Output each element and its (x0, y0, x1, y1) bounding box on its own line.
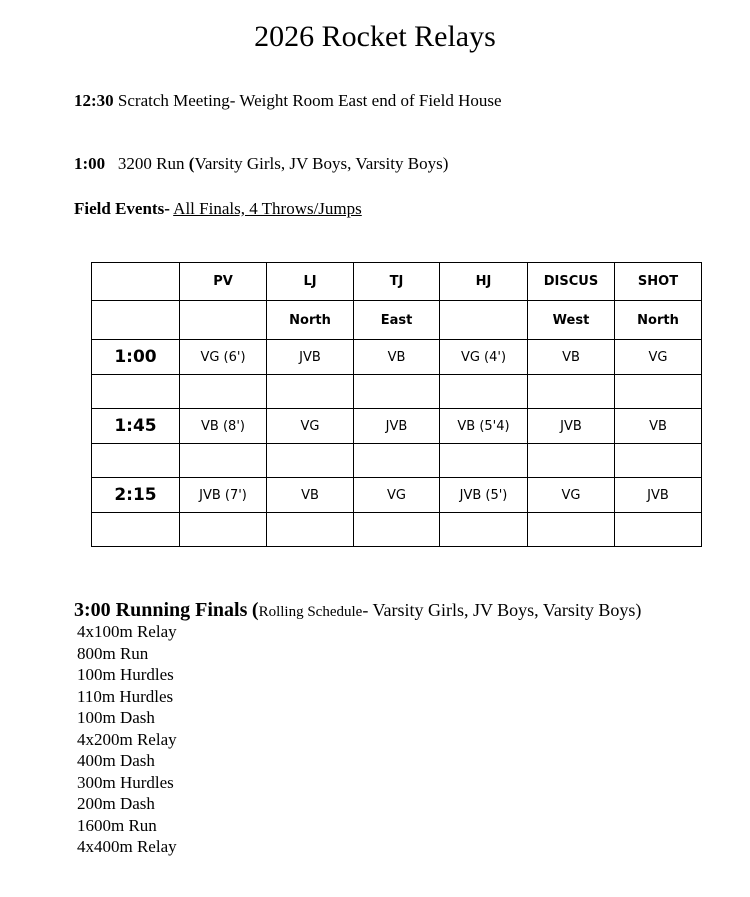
table-cell: VG (4') (440, 340, 528, 375)
table-cell: VB (5'4) (440, 409, 528, 444)
running-finals-list (77, 621, 177, 858)
table-row (92, 478, 702, 513)
field-events-table (91, 262, 702, 547)
table-empty-cell (440, 444, 528, 478)
table-empty-cell (354, 375, 440, 409)
table-location-cell: West (528, 301, 615, 340)
table-empty-cell (92, 513, 180, 547)
field-events-label: Field Events- (74, 199, 170, 218)
table-header-cell: DISCUS (528, 263, 615, 301)
list-item: 4x400m Relay (77, 837, 177, 856)
table-time-cell: 1:00 (92, 340, 180, 375)
run-3200-open-paren: ( (188, 154, 195, 173)
scratch-meeting-time: 12:30 (74, 91, 114, 110)
table-cell: VG (528, 478, 615, 513)
list-item: 800m Run (77, 643, 149, 663)
table-cell: VG (354, 478, 440, 513)
table-empty-cell (267, 513, 354, 547)
table-location-cell: East (354, 301, 440, 340)
table-location-row (92, 301, 702, 340)
table-cell: VG (6') (180, 340, 267, 375)
table-spacer-row (92, 375, 702, 409)
field-events-note: All Finals, 4 Throws/Jumps (173, 199, 362, 218)
running-finals-divisions: - Varsity Girls, JV Boys, Varsity Boys) (362, 600, 642, 620)
table-cell: VB (528, 340, 615, 375)
table-empty-cell (440, 375, 528, 409)
table-cell: JVB (615, 478, 702, 513)
list-item: 400m Dash (77, 751, 155, 770)
table-time-cell: 1:45 (92, 409, 180, 444)
table-cell: VG (267, 409, 354, 444)
page-title: 2026 Rocket Relays (254, 20, 496, 53)
list-item: 200m Dash (77, 794, 155, 813)
table-cell: JVB (7') (180, 478, 267, 513)
list-item: 110m Hurdles (77, 686, 174, 706)
list-item: 4x200m Relay (77, 729, 177, 749)
table-empty-cell (180, 444, 267, 478)
table-location-cell: North (267, 301, 354, 340)
table-cell: VB (267, 478, 354, 513)
table-header-cell: LJ (267, 263, 354, 301)
table-location-cell (180, 301, 267, 340)
run-3200-time: 1:00 (74, 154, 106, 173)
table-empty-cell (528, 375, 615, 409)
list-item: 4x100m Relay (77, 622, 177, 641)
list-item: 100m Dash (77, 708, 155, 727)
scratch-meeting-line (74, 90, 502, 112)
running-finals-time-label: 3:00 Running Finals (74, 599, 248, 621)
table-empty-cell (528, 513, 615, 547)
list-item: 300m Hurdles (77, 772, 174, 792)
table-row (92, 409, 702, 444)
table-header-cell: SHOT (615, 263, 702, 301)
list-item: 100m Hurdles (77, 665, 174, 684)
table-empty-cell (615, 444, 702, 478)
run-3200-divisions: Varsity Girls, JV Boys, Varsity Boys) (194, 154, 449, 173)
scratch-meeting-text: Scratch Meeting- Weight Room East end of Field House (117, 91, 502, 110)
table-empty-cell (528, 444, 615, 478)
run-3200-line (74, 153, 448, 175)
table-header-cell (92, 263, 180, 301)
table-cell: JVB (5') (440, 478, 528, 513)
table-location-cell (92, 301, 180, 340)
table-cell: VB (615, 409, 702, 444)
list-item: 1600m Run (77, 815, 157, 835)
table-empty-cell (354, 444, 440, 478)
table-row (92, 340, 702, 375)
running-finals-rolling-schedule: Rolling Schedule (258, 604, 363, 620)
table-header-cell: HJ (440, 263, 528, 301)
table-header-cell: PV (180, 263, 267, 301)
table-empty-cell (354, 513, 440, 547)
table-empty-cell (440, 513, 528, 547)
table-cell: VB (8') (180, 409, 267, 444)
table-header-row (92, 263, 702, 301)
table-cell: VG (615, 340, 702, 375)
table-time-cell: 2:15 (92, 478, 180, 513)
table-cell: JVB (267, 340, 354, 375)
table-empty-cell (92, 375, 180, 409)
running-finals-open-paren: ( (251, 599, 259, 621)
table-empty-cell (180, 375, 267, 409)
table-header-cell: TJ (354, 263, 440, 301)
table-empty-cell (615, 513, 702, 547)
table-spacer-row (92, 444, 702, 478)
table-empty-cell (180, 513, 267, 547)
table-empty-cell (92, 444, 180, 478)
table-empty-cell (615, 375, 702, 409)
table-cell: VB (354, 340, 440, 375)
table-empty-cell (267, 444, 354, 478)
table-empty-cell (267, 375, 354, 409)
table-cell: JVB (354, 409, 440, 444)
table-cell: JVB (528, 409, 615, 444)
table-location-cell: North (615, 301, 702, 340)
field-events-line (74, 198, 362, 220)
table-location-cell (440, 301, 528, 340)
run-3200-event: 3200 Run (117, 154, 185, 173)
table-spacer-row (92, 513, 702, 547)
